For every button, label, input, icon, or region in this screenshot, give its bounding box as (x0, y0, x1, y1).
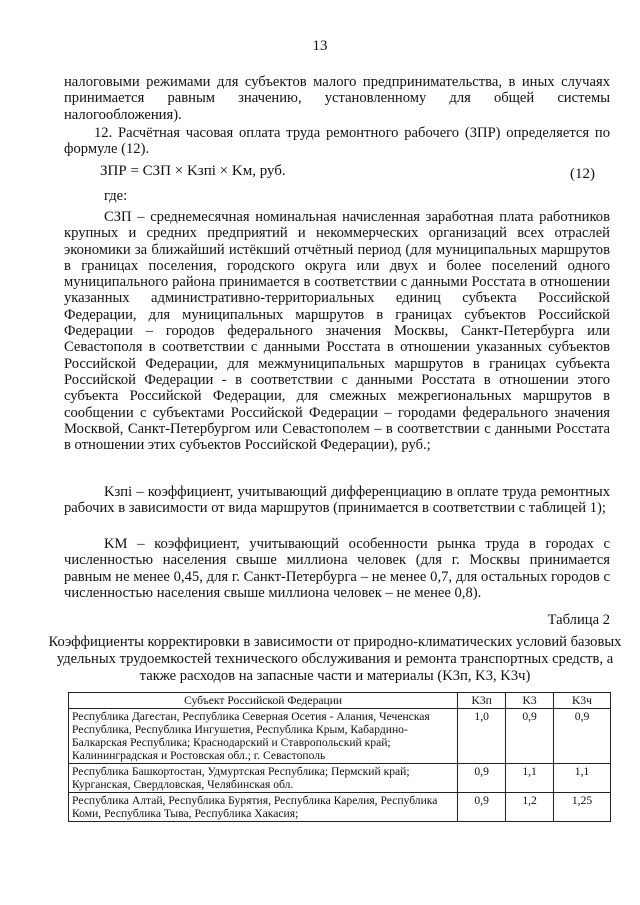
where-label: где: (104, 188, 128, 204)
header-k3: K3 (506, 693, 554, 709)
coefficients-table (68, 692, 611, 822)
k3ch-cell: 0,9 (554, 709, 611, 764)
paragraph-continuation: налоговыми режимами для субъектов малого предпринимательства, в иных случаях принимается равным значению, установленному для общей системы налогообложения). (64, 74, 610, 123)
formula-12: ЗПР = СЗП × Kзпi × Kм, руб. (100, 163, 286, 179)
k3-cell: 1,1 (506, 764, 554, 793)
definition-km: KМ – коэффициент, учитывающий особенности рынка труда в городах с численностью населения свыше миллиона человек (для г. Москвы принимается равным не менее 0,45, для г. Санкт-Петербурга – не менее 0,7, для остальных городов с численностью населения свыше миллиона человек – не менее 0,8). (64, 536, 610, 601)
region-cell: Республика Башкортостан, Удмуртская Республика; Пермский край; Курганская, Свердловская, Челябинская обл. (69, 764, 458, 793)
table-label: Таблица 2 (547, 612, 610, 628)
definition-kzpi: Kзпi – коэффициент, учитывающий дифференциацию в оплате труда ремонтных рабочих в зависимости от вида маршрутов (принимается в соответствии с таблицей 1); (64, 484, 610, 517)
header-k3ch: K3ч (554, 693, 611, 709)
header-k3p: K3п (458, 693, 506, 709)
table-header-row (69, 693, 611, 709)
table-row (69, 764, 611, 793)
definition-szp: СЗП – среднемесячная номинальная начисленная заработная плата работников крупных и средних предприятий и некоммерческих организаций всех отраслей экономики за ближайший истёкший отчётный период (для муниципальных маршрутов в границах поселения, городского округа или двух и более поселений одного муниципального района принимается в соответствии с данными Росстата в отношении указанных административно-территориальных единиц субъекта Российской Федерации, для муниципальных маршрутов в границах субъектов Российской Федерации – городов федерального значения Москвы, Санкт-Петербурга или Севастополя в соответствии с данными Росстата в отношении указанных субъектов Российской Федерации, для межмуниципальных маршрутов в границах субъекта Российской Федерации - в соответствии с данными Росстата в отношении этого субъекта Российской Федерации, для смежных межрегиональных маршрутов в сообщении с субъектами Российской Федерации – городами федерального значения Москвой, Санкт-Петербургом или Севастополем – в соответствии с данными Росстата в отношении этих субъектов Российской Федерации), руб.; (64, 209, 610, 454)
k3p-cell: 0,9 (458, 793, 506, 822)
table-row (69, 793, 611, 822)
region-cell: Республика Дагестан, Республика Северная Осетия - Алания, Чеченская Республика, Республика Ингушетия, Республика Крым, Кабардино-Балкарская Республика; Краснодарский и Ставропольский край; Калининградская и Ростовская обл.; г. Севастополь (69, 709, 458, 764)
table-row (69, 709, 611, 764)
table-title: Коэффициенты корректировки в зависимости от природно-климатических условий базовых удельных трудоемкостей технического обслуживания и ремонта транспортных средств, а также расходов на запасные части и материалы (K3п, K3, K3ч) (48, 634, 622, 684)
k3p-cell: 1,0 (458, 709, 506, 764)
page-number: 13 (312, 38, 328, 54)
region-cell: Республика Алтай, Республика Бурятия, Республика Карелия, Республика Коми, Республика Тыва, Республика Хакасия; (69, 793, 458, 822)
k3-cell: 0,9 (506, 709, 554, 764)
k3ch-cell: 1,1 (554, 764, 611, 793)
formula-number: (12) (570, 166, 595, 182)
header-region: Субъект Российской Федерации (69, 693, 458, 709)
k3p-cell: 0,9 (458, 764, 506, 793)
paragraph-item-12: 12. Расчётная часовая оплата труда ремонтного рабочего (ЗПР) определяется по формуле (12). (64, 125, 610, 158)
k3-cell: 1,2 (506, 793, 554, 822)
k3ch-cell: 1,25 (554, 793, 611, 822)
